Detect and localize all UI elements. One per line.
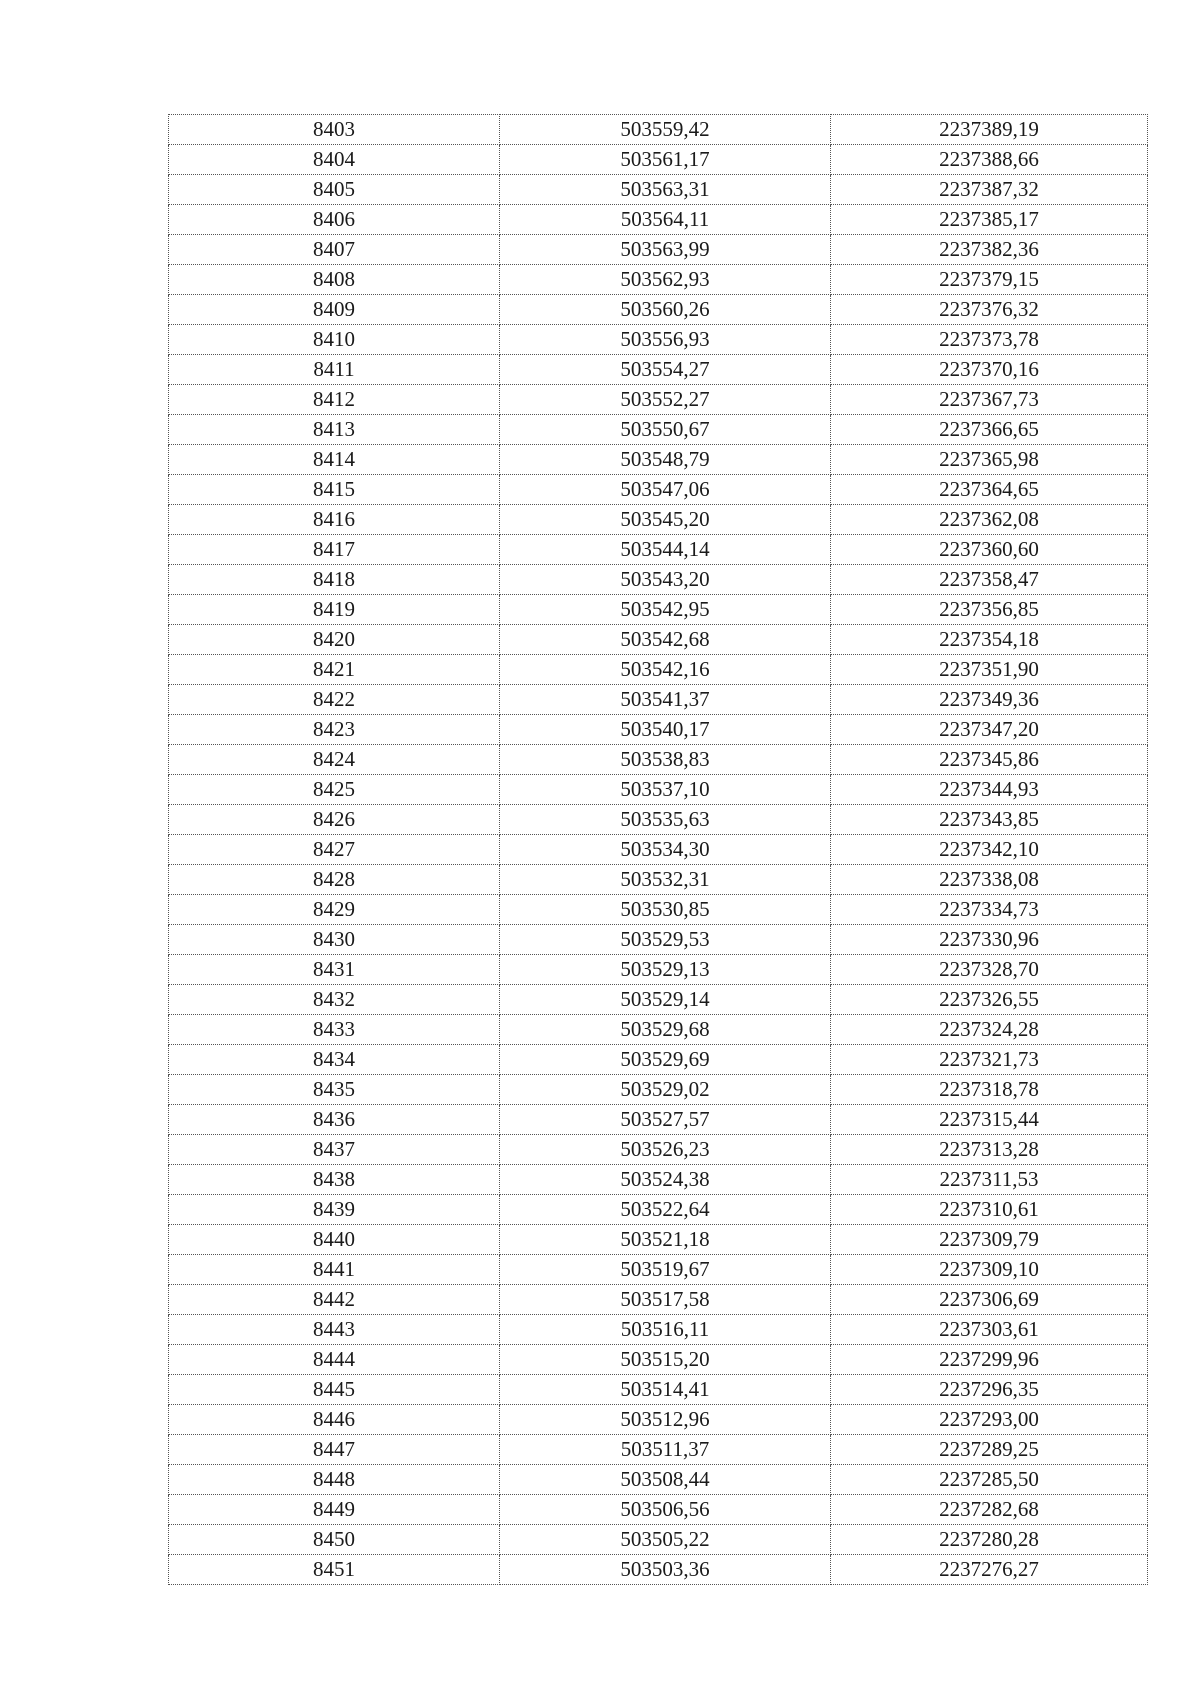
y-coordinate-cell: 2237311,53 (831, 1165, 1148, 1195)
y-coordinate-cell: 2237387,32 (831, 175, 1148, 205)
x-coordinate-cell: 503532,31 (500, 865, 831, 895)
x-coordinate-cell: 503511,37 (500, 1435, 831, 1465)
point-number-cell: 8403 (169, 115, 500, 145)
table-row (169, 1555, 1148, 1585)
x-coordinate-cell: 503516,11 (500, 1315, 831, 1345)
x-coordinate-cell: 503514,41 (500, 1375, 831, 1405)
y-coordinate-cell: 2237306,69 (831, 1285, 1148, 1315)
x-coordinate-cell: 503548,79 (500, 445, 831, 475)
point-number-cell: 8406 (169, 205, 500, 235)
point-number-cell: 8437 (169, 1135, 500, 1165)
point-number-cell: 8413 (169, 415, 500, 445)
table-row (169, 1225, 1148, 1255)
point-number-cell: 8420 (169, 625, 500, 655)
x-coordinate-cell: 503529,13 (500, 955, 831, 985)
table-row (169, 895, 1148, 925)
point-number-cell: 8431 (169, 955, 500, 985)
x-coordinate-cell: 503534,30 (500, 835, 831, 865)
x-coordinate-cell: 503505,22 (500, 1525, 831, 1555)
y-coordinate-cell: 2237366,65 (831, 415, 1148, 445)
table-row (169, 1045, 1148, 1075)
x-coordinate-cell: 503521,18 (500, 1225, 831, 1255)
x-coordinate-cell: 503517,58 (500, 1285, 831, 1315)
x-coordinate-cell: 503524,38 (500, 1165, 831, 1195)
point-number-cell: 8443 (169, 1315, 500, 1345)
point-number-cell: 8432 (169, 985, 500, 1015)
table-row (169, 1165, 1148, 1195)
table-row (169, 265, 1148, 295)
point-number-cell: 8435 (169, 1075, 500, 1105)
x-coordinate-cell: 503526,23 (500, 1135, 831, 1165)
x-coordinate-cell: 503527,57 (500, 1105, 831, 1135)
x-coordinate-cell: 503544,14 (500, 535, 831, 565)
x-coordinate-cell: 503530,85 (500, 895, 831, 925)
y-coordinate-cell: 2237362,08 (831, 505, 1148, 535)
coordinates-table-body (169, 115, 1148, 1585)
x-coordinate-cell: 503542,16 (500, 655, 831, 685)
point-number-cell: 8411 (169, 355, 500, 385)
point-number-cell: 8427 (169, 835, 500, 865)
x-coordinate-cell: 503563,99 (500, 235, 831, 265)
table-row (169, 715, 1148, 745)
table-row (169, 205, 1148, 235)
point-number-cell: 8425 (169, 775, 500, 805)
table-row (169, 235, 1148, 265)
table-row (169, 805, 1148, 835)
point-number-cell: 8439 (169, 1195, 500, 1225)
table-row (169, 385, 1148, 415)
point-number-cell: 8418 (169, 565, 500, 595)
y-coordinate-cell: 2237370,16 (831, 355, 1148, 385)
x-coordinate-cell: 503543,20 (500, 565, 831, 595)
table-row (169, 295, 1148, 325)
table-row (169, 1525, 1148, 1555)
y-coordinate-cell: 2237330,96 (831, 925, 1148, 955)
point-number-cell: 8441 (169, 1255, 500, 1285)
table-row (169, 355, 1148, 385)
x-coordinate-cell: 503542,95 (500, 595, 831, 625)
table-row (169, 115, 1148, 145)
x-coordinate-cell: 503550,67 (500, 415, 831, 445)
y-coordinate-cell: 2237365,98 (831, 445, 1148, 475)
point-number-cell: 8421 (169, 655, 500, 685)
x-coordinate-cell: 503561,17 (500, 145, 831, 175)
y-coordinate-cell: 2237299,96 (831, 1345, 1148, 1375)
table-row (169, 1135, 1148, 1165)
table-row (169, 145, 1148, 175)
table-row (169, 1435, 1148, 1465)
point-number-cell: 8417 (169, 535, 500, 565)
point-number-cell: 8449 (169, 1495, 500, 1525)
y-coordinate-cell: 2237376,32 (831, 295, 1148, 325)
point-number-cell: 8408 (169, 265, 500, 295)
table-row (169, 1495, 1148, 1525)
y-coordinate-cell: 2237324,28 (831, 1015, 1148, 1045)
y-coordinate-cell: 2237349,36 (831, 685, 1148, 715)
x-coordinate-cell: 503559,42 (500, 115, 831, 145)
point-number-cell: 8409 (169, 295, 500, 325)
y-coordinate-cell: 2237309,10 (831, 1255, 1148, 1285)
point-number-cell: 8451 (169, 1555, 500, 1585)
x-coordinate-cell: 503541,37 (500, 685, 831, 715)
point-number-cell: 8447 (169, 1435, 500, 1465)
point-number-cell: 8442 (169, 1285, 500, 1315)
table-row (169, 175, 1148, 205)
table-row (169, 445, 1148, 475)
x-coordinate-cell: 503540,17 (500, 715, 831, 745)
table-row (169, 475, 1148, 505)
y-coordinate-cell: 2237276,27 (831, 1555, 1148, 1585)
y-coordinate-cell: 2237364,65 (831, 475, 1148, 505)
y-coordinate-cell: 2237347,20 (831, 715, 1148, 745)
table-row (169, 1405, 1148, 1435)
y-coordinate-cell: 2237280,28 (831, 1525, 1148, 1555)
y-coordinate-cell: 2237321,73 (831, 1045, 1148, 1075)
x-coordinate-cell: 503564,11 (500, 205, 831, 235)
point-number-cell: 8416 (169, 505, 500, 535)
x-coordinate-cell: 503529,69 (500, 1045, 831, 1075)
y-coordinate-cell: 2237309,79 (831, 1225, 1148, 1255)
table-row (169, 835, 1148, 865)
x-coordinate-cell: 503542,68 (500, 625, 831, 655)
y-coordinate-cell: 2237293,00 (831, 1405, 1148, 1435)
table-row (169, 325, 1148, 355)
table-row (169, 565, 1148, 595)
y-coordinate-cell: 2237313,28 (831, 1135, 1148, 1165)
point-number-cell: 8445 (169, 1375, 500, 1405)
y-coordinate-cell: 2237367,73 (831, 385, 1148, 415)
y-coordinate-cell: 2237343,85 (831, 805, 1148, 835)
point-number-cell: 8414 (169, 445, 500, 475)
y-coordinate-cell: 2237289,25 (831, 1435, 1148, 1465)
point-number-cell: 8450 (169, 1525, 500, 1555)
y-coordinate-cell: 2237318,78 (831, 1075, 1148, 1105)
point-number-cell: 8429 (169, 895, 500, 925)
x-coordinate-cell: 503556,93 (500, 325, 831, 355)
point-number-cell: 8444 (169, 1345, 500, 1375)
table-row (169, 865, 1148, 895)
y-coordinate-cell: 2237328,70 (831, 955, 1148, 985)
point-number-cell: 8419 (169, 595, 500, 625)
point-number-cell: 8428 (169, 865, 500, 895)
table-row (169, 655, 1148, 685)
y-coordinate-cell: 2237285,50 (831, 1465, 1148, 1495)
x-coordinate-cell: 503503,36 (500, 1555, 831, 1585)
table-row (169, 955, 1148, 985)
point-number-cell: 8405 (169, 175, 500, 205)
point-number-cell: 8438 (169, 1165, 500, 1195)
y-coordinate-cell: 2237385,17 (831, 205, 1148, 235)
table-row (169, 985, 1148, 1015)
x-coordinate-cell: 503560,26 (500, 295, 831, 325)
table-row (169, 505, 1148, 535)
point-number-cell: 8404 (169, 145, 500, 175)
point-number-cell: 8430 (169, 925, 500, 955)
x-coordinate-cell: 503512,96 (500, 1405, 831, 1435)
x-coordinate-cell: 503529,02 (500, 1075, 831, 1105)
table-row (169, 775, 1148, 805)
y-coordinate-cell: 2237388,66 (831, 145, 1148, 175)
x-coordinate-cell: 503506,56 (500, 1495, 831, 1525)
x-coordinate-cell: 503529,68 (500, 1015, 831, 1045)
table-row (169, 1315, 1148, 1345)
table-row (169, 415, 1148, 445)
x-coordinate-cell: 503515,20 (500, 1345, 831, 1375)
x-coordinate-cell: 503547,06 (500, 475, 831, 505)
y-coordinate-cell: 2237360,60 (831, 535, 1148, 565)
point-number-cell: 8423 (169, 715, 500, 745)
table-row (169, 745, 1148, 775)
point-number-cell: 8446 (169, 1405, 500, 1435)
y-coordinate-cell: 2237310,61 (831, 1195, 1148, 1225)
table-row (169, 1075, 1148, 1105)
x-coordinate-cell: 503538,83 (500, 745, 831, 775)
x-coordinate-cell: 503529,53 (500, 925, 831, 955)
x-coordinate-cell: 503535,63 (500, 805, 831, 835)
x-coordinate-cell: 503554,27 (500, 355, 831, 385)
x-coordinate-cell: 503545,20 (500, 505, 831, 535)
y-coordinate-cell: 2237334,73 (831, 895, 1148, 925)
y-coordinate-cell: 2237282,68 (831, 1495, 1148, 1525)
y-coordinate-cell: 2237315,44 (831, 1105, 1148, 1135)
y-coordinate-cell: 2237358,47 (831, 565, 1148, 595)
x-coordinate-cell: 503552,27 (500, 385, 831, 415)
y-coordinate-cell: 2237326,55 (831, 985, 1148, 1015)
y-coordinate-cell: 2237345,86 (831, 745, 1148, 775)
point-number-cell: 8448 (169, 1465, 500, 1495)
point-number-cell: 8412 (169, 385, 500, 415)
y-coordinate-cell: 2237373,78 (831, 325, 1148, 355)
table-row (169, 1375, 1148, 1405)
point-number-cell: 8433 (169, 1015, 500, 1045)
x-coordinate-cell: 503529,14 (500, 985, 831, 1015)
y-coordinate-cell: 2237356,85 (831, 595, 1148, 625)
x-coordinate-cell: 503537,10 (500, 775, 831, 805)
y-coordinate-cell: 2237303,61 (831, 1315, 1148, 1345)
point-number-cell: 8434 (169, 1045, 500, 1075)
y-coordinate-cell: 2237389,19 (831, 115, 1148, 145)
table-row (169, 595, 1148, 625)
table-row (169, 685, 1148, 715)
y-coordinate-cell: 2237354,18 (831, 625, 1148, 655)
table-row (169, 1345, 1148, 1375)
point-number-cell: 8424 (169, 745, 500, 775)
x-coordinate-cell: 503522,64 (500, 1195, 831, 1225)
y-coordinate-cell: 2237379,15 (831, 265, 1148, 295)
y-coordinate-cell: 2237382,36 (831, 235, 1148, 265)
y-coordinate-cell: 2237344,93 (831, 775, 1148, 805)
y-coordinate-cell: 2237342,10 (831, 835, 1148, 865)
x-coordinate-cell: 503562,93 (500, 265, 831, 295)
table-row (169, 1255, 1148, 1285)
table-row (169, 625, 1148, 655)
coordinates-table (168, 114, 1148, 1585)
x-coordinate-cell: 503508,44 (500, 1465, 831, 1495)
table-row (169, 535, 1148, 565)
point-number-cell: 8440 (169, 1225, 500, 1255)
point-number-cell: 8415 (169, 475, 500, 505)
table-row (169, 1285, 1148, 1315)
x-coordinate-cell: 503563,31 (500, 175, 831, 205)
point-number-cell: 8407 (169, 235, 500, 265)
table-row (169, 1195, 1148, 1225)
table-row (169, 1015, 1148, 1045)
point-number-cell: 8426 (169, 805, 500, 835)
y-coordinate-cell: 2237338,08 (831, 865, 1148, 895)
x-coordinate-cell: 503519,67 (500, 1255, 831, 1285)
y-coordinate-cell: 2237296,35 (831, 1375, 1148, 1405)
point-number-cell: 8410 (169, 325, 500, 355)
table-row (169, 1105, 1148, 1135)
point-number-cell: 8436 (169, 1105, 500, 1135)
y-coordinate-cell: 2237351,90 (831, 655, 1148, 685)
table-row (169, 925, 1148, 955)
table-row (169, 1465, 1148, 1495)
point-number-cell: 8422 (169, 685, 500, 715)
